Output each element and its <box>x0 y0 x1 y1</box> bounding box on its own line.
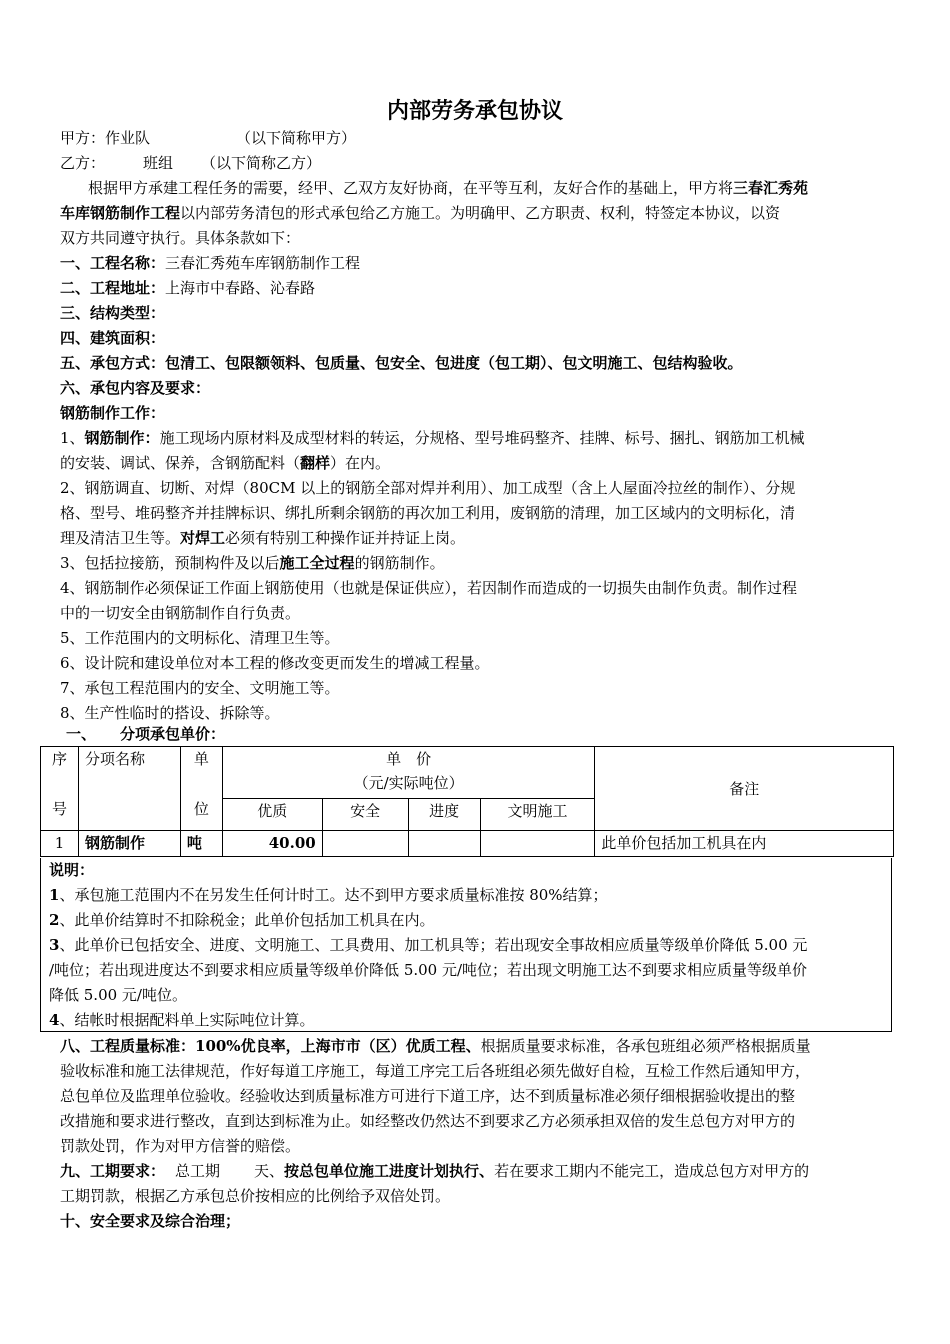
clause-6-subheading: 钢筋制作工作： <box>60 404 166 422</box>
clause-4: 四、建筑面积： <box>60 329 166 347</box>
cell-item-name: 钢筋制作 <box>78 831 180 857</box>
notes-title: 说明： <box>49 861 95 879</box>
note-3-cont: 降低 5.00 元/吨位。 <box>49 986 187 1004</box>
clause-label: 一、工程名称： <box>60 254 166 272</box>
cell-seq: 1 <box>41 831 79 857</box>
item-text: 3、包括拉接筋，预制构件及以后 <box>60 554 280 572</box>
table-row <box>41 831 894 857</box>
note-3-cont: /吨位；若出现进度达不到要求相应质量等级单价降低 5.00 元/吨位；若出现文明施工达不到要求相应质量等级单价 <box>49 961 808 979</box>
clause-text: 根据质量要求标准，各承包班组必须严格根据质量 <box>480 1037 811 1055</box>
unit-price-table <box>40 746 894 857</box>
clause-8-line-4: 改措施和要求进行整改，直到达到标准为止。如经整改仍然达不到要求乙方必须承担双倍的发生总包方对甲方的 <box>60 1112 796 1130</box>
item-bold: 对焊工 <box>180 529 226 547</box>
item-6: 6、设计院和建设单位对本工程的修改变更而发生的增减工程量。 <box>60 654 490 672</box>
cell-unit: 吨 <box>180 831 222 857</box>
note-1: 1、承包施工范围内不在另发生任何计时工。达不到甲方要求质量标准按 80%结算； <box>49 886 608 904</box>
clause-value: 三春汇秀苑车库钢筋制作工程 <box>165 254 361 272</box>
cell-safety-price <box>322 831 408 857</box>
party-b-label: 乙方： <box>60 154 106 172</box>
item-bold: 翻样 <box>300 454 331 472</box>
party-b-note: （以下简称乙方） <box>201 154 322 172</box>
clause-6: 六、承包内容及要求： <box>60 379 211 397</box>
header-unit-price: 单 价 （元/实际吨位） <box>222 747 595 799</box>
item-1-line-1 <box>60 426 892 451</box>
item-text: 理及清洁卫生等。 <box>60 529 181 547</box>
cell-remark: 此单价包括加工机具在内 <box>595 831 894 857</box>
page-title: 内部劳务承包协议 <box>386 98 563 124</box>
item-4-line-1: 4、钢筋制作必须保证工作面上钢筋使用（也就是保证供应），若因制作而造成的一切损失由制作负责。制作过程 <box>60 579 798 597</box>
header-quality: 优质 <box>222 799 322 831</box>
clause-5: 五、承包方式：包清工、包限额领料、包质量、包安全、包进度（包工期）、包文明施工、包结构验收。 <box>60 354 743 372</box>
party-b-line <box>60 151 892 176</box>
clause-8-line-5: 罚款处罚，作为对甲方信誉的赔偿。 <box>60 1137 301 1155</box>
cell-quality-price: 40.00 <box>222 831 322 857</box>
notes-box <box>40 858 892 1032</box>
note-4: 4、结帐时根据配料单上实际吨位计算。 <box>49 1011 315 1029</box>
clause-bold: 按总包单位施工进度计划执行、 <box>284 1162 495 1180</box>
clause-8-line-1 <box>60 1034 892 1059</box>
clause-label: 八、工程质量标准：100%优良率，上海市市（区）优质工程、 <box>60 1037 481 1055</box>
header-civilized: 文明施工 <box>480 799 595 831</box>
item-label-bold: 钢筋制作： <box>84 429 160 447</box>
note-3: 3、此单价已包括安全、进度、文明施工、工具费用、加工机具等；若出现安全事故相应质量等级单价降低 5.00 元 <box>49 936 808 954</box>
party-a-label: 甲方：作业队 <box>60 129 151 147</box>
item-7: 7、承包工程范围内的安全、文明施工等。 <box>60 679 340 697</box>
section-number: 一、 <box>66 725 97 743</box>
clause-8-line-3: 总包单位及监理单位验收。经验收达到质量标准方可进行下道工序，达不到质量标准必须仔细根据验收提出的整 <box>60 1087 796 1105</box>
item-bold: 施工全过程 <box>279 554 355 572</box>
item-2-line-1: 2、钢筋调直、切断、对焊（80CM 以上的钢筋全部对焊并利用）、加工成型（含上人屋面冷拉丝的制作）、分规 <box>60 479 796 497</box>
header-item-name: 分项名称 <box>78 747 180 831</box>
clause-8-line-2: 验收标准和施工法律规范，作好每道工序施工，每道工序完工后各班组必须先做好自检，互检工作然后通知甲方， <box>60 1062 811 1080</box>
clause-9-line-2: 工期罚款，根据乙方承包总价按相应的比例给予双倍处罚。 <box>60 1187 451 1205</box>
header-progress: 进度 <box>408 799 480 831</box>
clause-10: 十、安全要求及综合治理； <box>60 1212 241 1230</box>
item-text: 的钢筋制作。 <box>354 554 445 572</box>
clause-text: 总工期 <box>175 1162 221 1180</box>
intro-line-1 <box>60 176 892 201</box>
item-4-line-2: 中的一切安全由钢筋制作自行负责。 <box>60 604 301 622</box>
section-unit-price-heading <box>66 722 898 747</box>
header-safety: 安全 <box>322 799 408 831</box>
item-2-line-3 <box>60 526 892 551</box>
section-label: 分项承包单价： <box>120 725 226 743</box>
item-1-line-2 <box>60 451 892 476</box>
project-name-bold: 三春汇秀苑 <box>733 179 809 197</box>
clause-1 <box>60 251 892 276</box>
party-a-note: （以下简称甲方） <box>236 129 357 147</box>
item-text: 必须有特别工种操作证并持证上岗。 <box>225 529 466 547</box>
header-seq: 序 号 <box>41 747 79 831</box>
item-text: 的安装、调试、保养，含钢筋配料（ <box>60 454 301 472</box>
clause-2 <box>60 276 892 301</box>
clause-text: 若在要求工期内不能完工，造成总包方对甲方的 <box>494 1162 810 1180</box>
intro-text: 以内部劳务清包的形式承包给乙方施工。为明确甲、乙方职责、权利，特签定本协议，以资 <box>180 204 781 222</box>
intro-line-2 <box>60 201 892 226</box>
clause-9-line-1 <box>60 1159 892 1184</box>
party-b-group: 班组 <box>143 154 174 172</box>
clause-label: 九、工期要求： <box>60 1162 166 1180</box>
header-unit: 单 位 <box>180 747 222 831</box>
party-a-line <box>60 126 892 151</box>
item-2-line-2: 格、型号、堆码整齐并挂牌标识、绑扎所剩余钢筋的再次加工利用，废钢筋的清理，加工区域内的文明标化，清 <box>60 504 796 522</box>
clause-text: 天、 <box>254 1162 285 1180</box>
project-name-bold: 车库钢筋制作工程 <box>60 204 181 222</box>
item-5: 5、工作范围内的文明标化、清理卫生等。 <box>60 629 340 647</box>
item-3 <box>60 551 892 576</box>
cell-civilized-price <box>480 831 595 857</box>
note-2: 2、此单价结算时不扣除税金；此单价包括加工机具在内。 <box>49 911 435 929</box>
item-number: 1、 <box>60 429 85 447</box>
item-text: ）在内。 <box>330 454 391 472</box>
clause-value: 上海市中春路、沁春路 <box>165 279 316 297</box>
clause-3: 三、结构类型： <box>60 304 166 322</box>
intro-text: 根据甲方承建工程任务的需要，经甲、乙双方友好协商，在平等互利，友好合作的基础上，甲方将 <box>88 179 734 197</box>
clause-label: 二、工程地址： <box>60 279 166 297</box>
cell-progress-price <box>408 831 480 857</box>
header-remark: 备注 <box>595 747 894 831</box>
intro-line-3: 双方共同遵守执行。具体条款如下： <box>60 229 301 247</box>
item-text: 施工现场内原材料及成型材料的转运，分规格、型号堆码整齐、挂牌、标号、捆扎、钢筋加工机械 <box>159 429 805 447</box>
item-8: 8、生产性临时的搭设、拆除等。 <box>60 704 280 722</box>
